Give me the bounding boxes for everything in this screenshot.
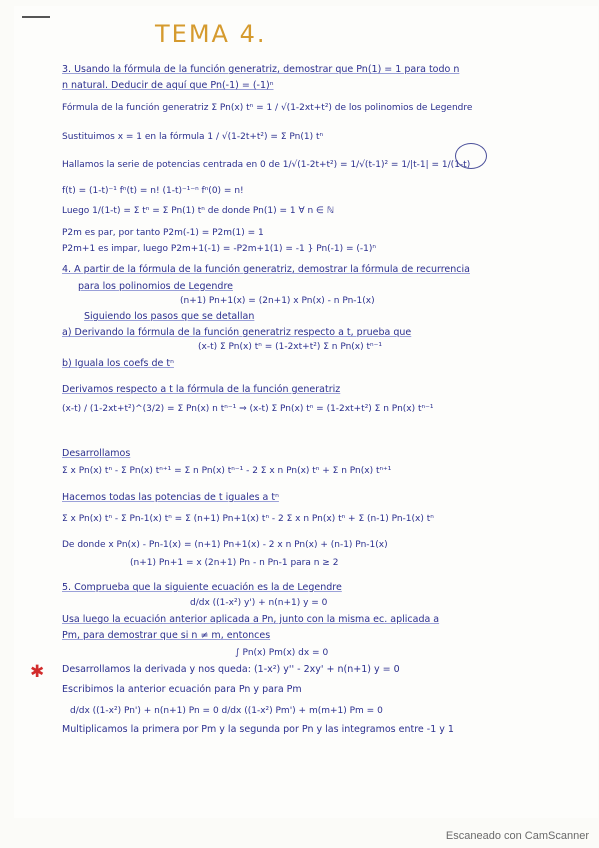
even-case-line: P2m es par, por tanto P2m(-1) = P2m(1) = 1 [62,228,264,238]
expanded-series: Σ x Pn(x) tⁿ - Σ Pn(x) tⁿ⁺¹ = Σ n Pn(x) tⁿ⁻¹ - 2 Σ x n Pn(x) tⁿ + Σ n Pn(x) tⁿ⁺¹ [62,466,392,476]
exercise-3-statement: 3. Usando la fórmula de la función generatriz, demostrar que Pn(1) = 1 para todo n [62,64,460,75]
pn-pm-equations: d/dx ((1-x²) Pn') + n(n+1) Pn = 0 d/dx ((1-x²) Pm') + m(m+1) Pm = 0 [70,706,383,716]
reindex-label: Hacemos todas las potencias de t iguales a tⁿ [62,492,279,503]
exercise-4-statement-cont: para los polinomios de Legendre [78,281,233,292]
step-a-formula: (x-t) Σ Pn(x) tⁿ = (1-2xt+t²) Σ n Pn(x) tⁿ⁻¹ [198,342,382,352]
generating-function-formula: Fórmula de la función generatriz Σ Pn(x) tⁿ = 1 / √(1-2xt+t²) de los polinomios de Legendre [62,103,473,113]
exercise-3-statement-cont: n natural. Deducir de aquí que Pn(-1) = (-1)ⁿ [62,80,274,91]
derivation-intro: Derivamos respecto a t la fórmula de la función generatriz [62,384,341,395]
odd-case-line: P2m+1 es impar, luego P2m+1(-1) = -P2m+1(1) = -1 } Pn(-1) = (-1)ⁿ [62,244,377,254]
derivative-line: f(t) = (1-t)⁻¹ fⁿ(t) = n! (1-t)⁻¹⁻ⁿ fⁿ(0) = n! [62,186,244,196]
reindexed-series: Σ x Pn(x) tⁿ - Σ Pn-1(x) tⁿ = Σ (n+1) Pn+1(x) tⁿ - 2 Σ x n Pn(x) tⁿ + Σ (n-1) Pn-1(x) tⁿ [62,514,434,524]
exercise-5-instruction-cont: Pm, para demostrar que si n ≠ m, entonces [62,630,271,641]
expanded-derivative-line: Desarrollamos la derivada y nos queda: (1-x²) y'' - 2xy' + n(n+1) y = 0 [62,664,400,675]
page-title: TEMA 4. [155,20,267,48]
coefficient-equality: De donde x Pn(x) - Pn-1(x) = (n+1) Pn+1(x) - 2 x n Pn(x) + (n-1) Pn-1(x) [62,540,388,550]
steps-intro: Siguiendo los pasos que se detallan [84,311,255,322]
exercise-5-statement: 5. Comprueba que la siguiente ecuación es la de Legendre [62,582,342,593]
conclusion-line: Luego 1/(1-t) = Σ tⁿ = Σ Pn(1) tⁿ de donde Pn(1) = 1 ∀ n ∈ ℕ [62,206,334,216]
power-series-line: Hallamos la serie de potencias centrada en 0 de 1/√(1-2t+t²) = 1/√(t-1)² = 1/|t-1| = 1/(1-t) [62,160,471,170]
orthogonality-integral: ∫ Pn(x) Pm(x) dx = 0 [235,648,329,658]
exercise-4-statement: 4. A partir de la fórmula de la función generatriz, demostrar la fórmula de recurrencia [62,264,470,275]
derivative-equation: (x-t) / (1-2xt+t²)^(3/2) = Σ Pn(x) n tⁿ⁻¹ ⇒ (x-t) Σ Pn(x) tⁿ = (1-2xt+t²) Σ n Pn(x) tⁿ⁻¹ [62,404,434,414]
legendre-equation: d/dx ((1-x²) y') + n(n+1) y = 0 [190,598,328,608]
exercise-5-instruction: Usa luego la ecuación anterior aplicada a Pn, junto con la misma ec. aplicada a [62,614,440,625]
recurrence-result: (n+1) Pn+1 = x (2n+1) Pn - n Pn-1 para n ≥ 2 [130,558,339,568]
expand-label: Desarrollamos [62,448,131,459]
margin-mark [22,16,50,18]
recurrence-formula: (n+1) Pn+1(x) = (2n+1) x Pn(x) - n Pn-1(x) [180,296,375,306]
step-b: b) Iguala los coefs de tⁿ [62,358,174,369]
substitution-line: Sustituimos x = 1 en la fórmula 1 / √(1-2t+t²) = Σ Pn(1) tⁿ [62,132,324,142]
scanner-watermark: Escaneado con CamScanner [445,830,589,842]
multiply-integrate-line: Multiplicamos la primera por Pm y la segunda por Pn y las integramos entre -1 y 1 [62,724,454,735]
step-a: a) Derivando la fórmula de la función generatriz respecto a t, prueba que [62,327,412,338]
red-star-mark: ✱ [30,662,45,682]
write-equations-line: Escribimos la anterior ecuación para Pn y para Pm [62,684,302,695]
